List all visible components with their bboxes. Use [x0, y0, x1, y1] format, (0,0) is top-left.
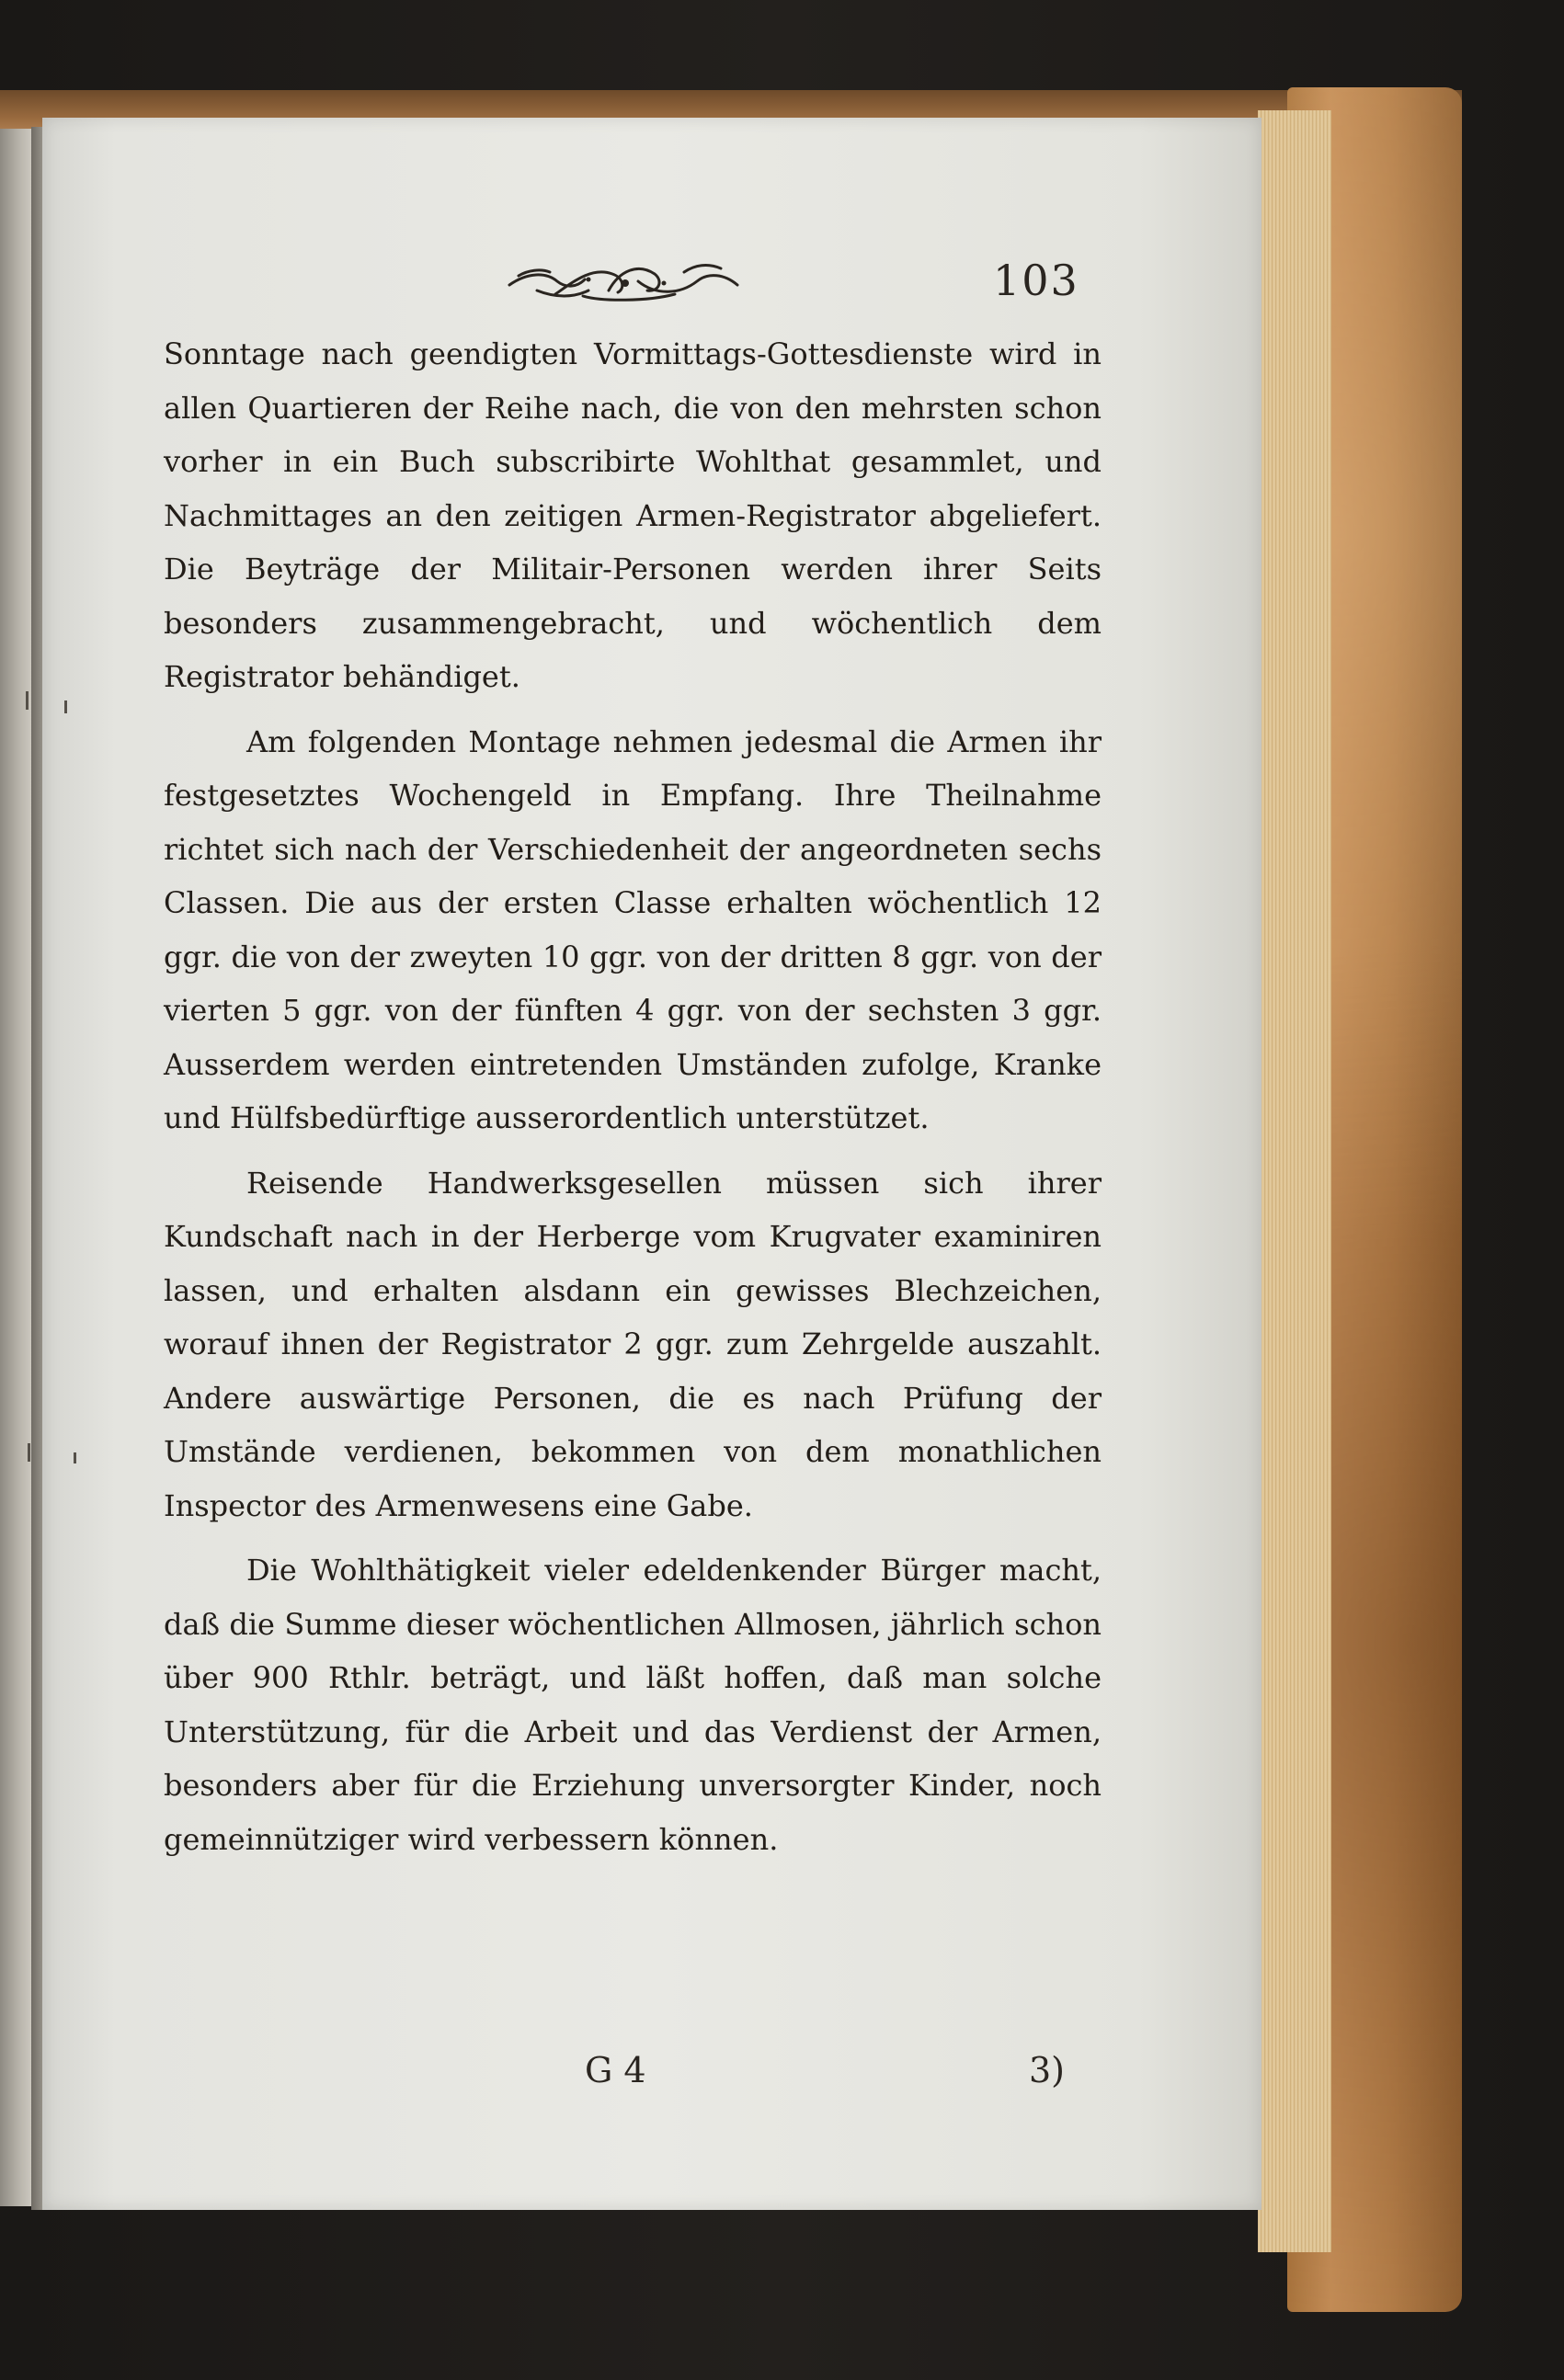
page-stack-edge [1258, 110, 1331, 2252]
catchword: 3) [1029, 2050, 1066, 2090]
margin-mark [74, 1452, 76, 1463]
paragraph-4: Die Wohlthätigkeit vieler edeldenkender Bürger macht, daß die Summe dieser wöchentlichen Allmosen, jährlich schon über 900 Rthlr. beträgt, und läßt hoffen, daß man solche Unterstützung, für die Arbeit und das Verdienst der Armen, besonders aber für die Erziehung unversorgter Kinder, noch gemeinnütziger wird verbessern können. [164, 1553, 1102, 1857]
body-text [164, 327, 1102, 1866]
paragraph-2: Am folgenden Montage nehmen jedesmal die Armen ihr festgesetztes Wochengeld in Empfang. Ihre Theilnahme richtet sich nach der Verschiedenheit der angeordneten sechs Classen. Die aus der ersten Classe erhalten wöchentlich 12 ggr. die von der zweyten 10 ggr. von der dritten 8 ggr. von der vierten 5 ggr. von der fünften 4 ggr. von der sechsten 3 ggr. Ausserdem werden eintretenden Umständen zufolge, Kranke und Hülfsbedürftige ausserordentlich unterstützet. [164, 723, 1102, 1135]
decorative-headpiece-icon [500, 254, 748, 309]
paragraph-3: Reisende Handwerksgesellen müssen sich ihrer Kundschaft nach in der Herberge vom Krugvater examiniren lassen, und erhalten alsdann ein gewisses Blechzeichen, worauf ihnen der Registrator 2 ggr. zum Zehrgelde auszahlt. Andere auswärtige Personen, die es nach Prüfung der Umstände verdienen, bekommen von dem monathlichen Inspector des Armenwesens eine Gabe. [164, 1165, 1102, 1523]
facing-page-edge [0, 129, 35, 2206]
margin-mark [26, 691, 29, 710]
margin-mark [64, 700, 67, 713]
signature-mark: G 4 [585, 2050, 646, 2090]
page-number: 103 [993, 256, 1079, 305]
margin-mark [28, 1443, 30, 1462]
book-page [42, 118, 1261, 2210]
paragraph-1: Sonntage nach geendigten Vormittags-Gottesdienste wird in allen Quartieren der Reihe nach, die von den mehrsten schon vorher in ein Buch subscribirte Wohlthat gesammlet, und Nachmittages an den zeitigen Armen-Registrator abgeliefert. Die Beyträge der Militair-Personen werden ihrer Seits besonders zusammengebracht, und wöchentlich dem Registrator behändiget. [164, 336, 1102, 694]
